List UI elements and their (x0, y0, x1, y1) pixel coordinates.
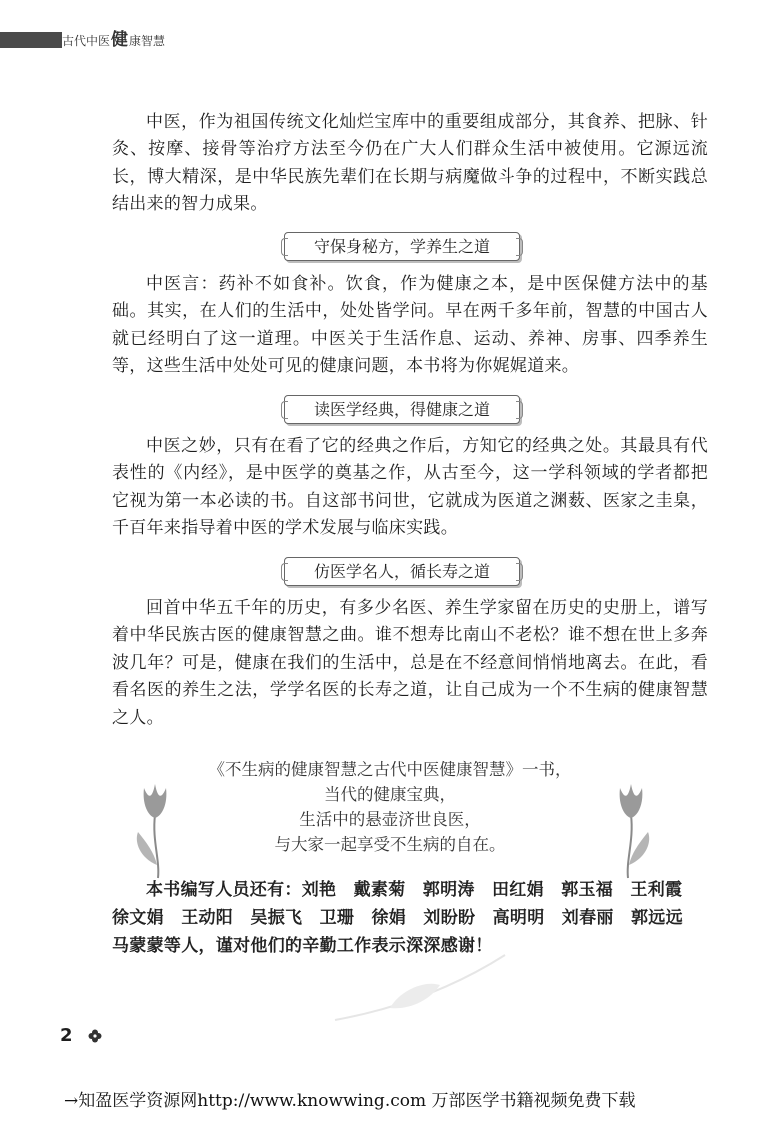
section-body-2: 中医之妙，只有在看了它的经典之作后，方知它的经典之处。其最具有代表性的《内经》，是中医学的奠基之作，从古至今，这一学科领域的学者都把它视为第一本必读的书。自这部书问世，它就成为医道之渊薮、医家之圭臬，千百年来指导着中医的学术发展与临床实践。 (112, 436, 708, 539)
quote-line-2: 当代的健康宝典， (324, 785, 456, 804)
quote-line-3: 生活中的悬壶济世良医， (299, 810, 481, 829)
section-body-1: 中医言：药补不如食补。饮食，作为健康之本，是中医保健方法中的基础。其实，在人们的生活中，处处皆学问。早在两千多年前，智慧的中国古人就已经明白了这一道理。中医关于生活作息、运动、养神、房事、四季养生等，这些生活中处处可见的健康问题，本书将为你娓娓道来。 (112, 274, 708, 377)
footer-link-text[interactable]: →知盈医学资源网http://www.knowwing.com 万部医学书籍视频免费下载 (64, 1091, 636, 1111)
section-title-1: 守保身秘方，学养生之道 (284, 232, 520, 261)
quote-line-1: 《不生病的健康智慧之古代中医健康智慧》一书， (208, 760, 572, 779)
tulip-right-illustration (606, 770, 656, 880)
quote-line-4: 与大家一起享受不生病的自在。 (274, 835, 506, 854)
section-title-3: 仿医学名人，循长寿之道 (284, 557, 520, 586)
book-quote (170, 757, 610, 857)
header-part1: 古代中医 (62, 34, 111, 48)
section-title-2: 读医学经典，得健康之道 (284, 395, 520, 424)
header-part2: 康智慧 (129, 34, 166, 48)
flower-bullet-icon (88, 1029, 102, 1043)
section-body-3: 回首中华五千年的历史，有多少名医、养生学家留在历史的史册上，谱写着中华民族古医的健康智慧之曲。谁不想寿比南山不老松？谁不想在世上多奔波几年？可是，健康在我们的生活中，总是在不经意间悄悄地离去。在此，看看名医的养生之法，学学名医的长寿之道，让自己成为一个不生病的健康智慧之人。 (112, 598, 708, 728)
credits-paragraph: 本书编写人员还有：刘艳 戴素菊 郭明涛 田红娟 郭玉福 王利霞 徐文娟 王动阳 吴振飞 卫珊 徐娟 刘盼盼 高明明 刘春丽 郭远远 马蒙蒙等人，谨对他们的辛勤工作表示深深感谢！ (112, 880, 701, 956)
page-number: 2 (60, 1025, 73, 1046)
header-big-char: 健 (111, 30, 129, 50)
intro-paragraph: 中医，作为祖国传统文化灿烂宝库中的重要组成部分，其食养、把脉、针灸、按摩、接骨等治疗方法至今仍在广大人们群众生活中被使用。它源远流长，博大精深，是中华民族先辈们在长期与病魔做斗争的过程中，不断实践总结出来的智力成果。 (112, 112, 708, 215)
header-bar (0, 32, 62, 48)
leaf-watermark-icon (330, 950, 510, 1030)
running-header (62, 30, 165, 50)
